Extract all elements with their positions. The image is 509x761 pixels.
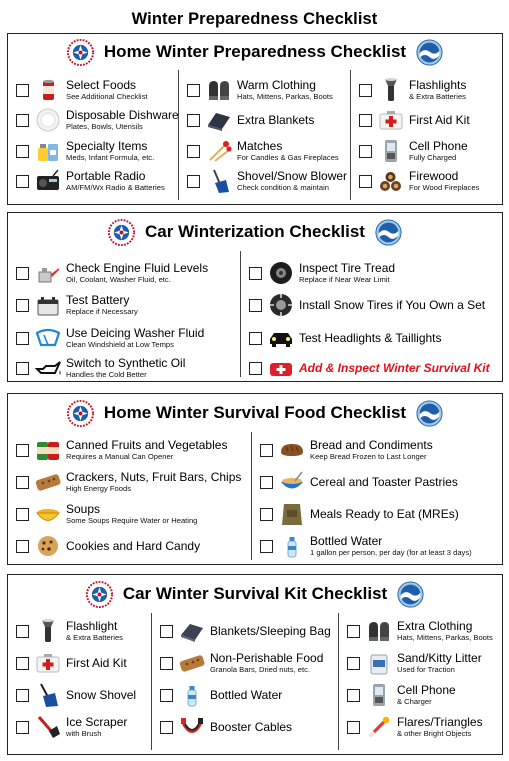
item-text xyxy=(397,716,483,738)
item-sublabel: Some Soups Require Water or Heating xyxy=(66,516,198,525)
item-text xyxy=(66,503,197,525)
item-text xyxy=(397,684,456,706)
checklist-item[interactable] xyxy=(347,713,483,741)
booster-cables-icon xyxy=(179,714,205,740)
checkbox[interactable] xyxy=(16,721,29,734)
item-sublabel: & Charger xyxy=(397,697,432,706)
noaa-logo-icon xyxy=(397,581,424,608)
section-columns xyxy=(8,70,502,200)
section-title: Home Winter Preparedness Checklist xyxy=(103,42,407,61)
checkbox[interactable] xyxy=(359,175,372,188)
noaa-logo-icon xyxy=(416,400,443,427)
checklist-item[interactable] xyxy=(187,167,347,195)
checkbox[interactable] xyxy=(16,657,29,670)
item-text xyxy=(237,140,339,162)
checkbox[interactable] xyxy=(260,444,273,457)
item-sublabel: & Extra Batteries xyxy=(66,633,123,642)
flashlight-icon xyxy=(378,77,404,103)
item-label: Bottled Water xyxy=(310,534,383,548)
checkbox[interactable] xyxy=(187,84,200,97)
item-label: Soups xyxy=(66,502,101,516)
checklist-item[interactable] xyxy=(160,649,323,677)
item-text xyxy=(66,140,154,162)
oil-can-icon xyxy=(35,260,61,286)
item-label: Select Foods xyxy=(66,78,137,92)
checklist-item[interactable] xyxy=(16,500,197,528)
food-can-icon xyxy=(35,77,61,103)
item-text xyxy=(66,109,179,131)
item-label: Booster Cables xyxy=(210,719,293,734)
checklist-item[interactable] xyxy=(249,324,442,352)
item-text xyxy=(66,689,136,702)
checkbox[interactable] xyxy=(260,540,273,553)
paper-plate-icon xyxy=(35,107,61,133)
checkbox[interactable] xyxy=(160,689,173,702)
item-label: Switch to Synthetic Oil xyxy=(66,356,186,370)
nws-seal-icon xyxy=(86,581,113,608)
checkbox[interactable] xyxy=(359,114,372,127)
checklist-section xyxy=(7,393,503,565)
item-label: Bread and Condiments xyxy=(310,438,433,452)
item-text xyxy=(409,79,466,101)
item-sublabel: See Additional Checklist xyxy=(66,92,148,101)
checklist-item[interactable] xyxy=(16,76,147,104)
item-label: Cell Phone xyxy=(397,683,456,697)
item-sublabel: Plates, Bowls, Utensils xyxy=(66,122,143,131)
checklist-item[interactable] xyxy=(16,291,138,319)
item-sublabel: Granola Bars, Dried nuts, etc. xyxy=(210,665,311,674)
checklist-item[interactable] xyxy=(16,436,227,464)
item-label: Shovel/Snow Blower xyxy=(237,169,348,183)
water-bottle-icon xyxy=(279,533,305,559)
checkbox[interactable] xyxy=(16,84,29,97)
item-label: Matches xyxy=(237,139,283,153)
checklist-column xyxy=(8,613,151,750)
checkbox[interactable] xyxy=(160,721,173,734)
item-sublabel: For Candles & Gas Fireplaces xyxy=(237,153,339,162)
checklist-item[interactable] xyxy=(16,324,204,352)
item-label: Sand/Kitty Litter xyxy=(397,651,482,665)
checkbox[interactable] xyxy=(16,508,29,521)
nws-seal-icon xyxy=(67,39,94,66)
item-text xyxy=(66,540,200,553)
checklist-column xyxy=(338,613,502,750)
item-text xyxy=(310,535,472,557)
item-sublabel: AM/FM/Wx Radio & Batteries xyxy=(66,183,165,192)
checklist-column xyxy=(350,70,502,200)
oil-warning-icon xyxy=(35,355,61,381)
item-label: Inspect Tire Tread xyxy=(299,261,396,275)
item-text xyxy=(66,327,204,349)
section-title: Home Winter Survival Food Checklist xyxy=(103,403,407,422)
item-text xyxy=(66,471,241,493)
checkbox[interactable] xyxy=(16,332,29,345)
checklist-item[interactable] xyxy=(347,681,456,709)
item-text xyxy=(310,439,433,461)
checkbox[interactable] xyxy=(16,689,29,702)
cell-phone-icon xyxy=(378,138,404,164)
item-label: Bottled Water xyxy=(210,687,283,702)
first-aid-kit-icon xyxy=(378,107,404,133)
noaa-logo-icon xyxy=(416,39,443,66)
checklist-item[interactable] xyxy=(187,76,333,104)
granola-bar-icon xyxy=(35,469,61,495)
checkbox[interactable] xyxy=(359,84,372,97)
checklist-item[interactable] xyxy=(16,106,179,134)
water-bottle-icon xyxy=(179,682,205,708)
item-sublabel: & Extra Batteries xyxy=(409,92,466,101)
checkbox[interactable] xyxy=(347,657,360,670)
checkbox[interactable] xyxy=(347,625,360,638)
item-sublabel: 1 gallon per person, per day (for at least 3 days) xyxy=(310,548,472,557)
item-sublabel: Replace if Necessary xyxy=(66,307,138,316)
item-label: Non-Perishable Food xyxy=(210,651,324,665)
item-text xyxy=(66,294,138,316)
item-text xyxy=(299,262,395,284)
item-label: Specialty Items xyxy=(66,139,148,153)
item-sublabel: Replace if Near Wear Limit xyxy=(299,275,390,284)
checkbox[interactable] xyxy=(187,175,200,188)
checkbox[interactable] xyxy=(16,540,29,553)
cookie-icon xyxy=(35,533,61,559)
cell-phone-icon xyxy=(366,682,392,708)
item-label: Portable Radio xyxy=(66,169,146,183)
item-sublabel: Used for Traction xyxy=(397,665,455,674)
checklist-item[interactable] xyxy=(359,106,470,134)
checklist-item[interactable] xyxy=(347,649,482,677)
windshield-icon xyxy=(35,325,61,351)
blanket-icon xyxy=(206,107,232,133)
item-label: Warm Clothing xyxy=(237,78,316,92)
item-sublabel: For Wood Fireplaces xyxy=(409,183,480,192)
item-label: Firewood xyxy=(409,169,459,183)
checkbox[interactable] xyxy=(16,267,29,280)
checklist-item[interactable] xyxy=(260,468,458,496)
item-sublabel: Meds, Infant Formula, etc. xyxy=(66,153,155,162)
item-sublabel: & other Bright Objects xyxy=(397,729,472,738)
mittens-icon xyxy=(206,77,232,103)
checkbox[interactable] xyxy=(16,444,29,457)
checklist-item[interactable] xyxy=(16,681,136,709)
item-text xyxy=(66,439,227,461)
checklist-item[interactable] xyxy=(160,617,331,645)
item-text xyxy=(299,299,485,312)
mittens-icon xyxy=(366,618,392,644)
car-battery-icon xyxy=(35,292,61,318)
snow-tire-icon xyxy=(268,292,294,318)
checklist-item[interactable] xyxy=(260,532,472,560)
checklist-item[interactable] xyxy=(16,532,200,560)
item-text xyxy=(66,357,185,379)
checklist-item[interactable] xyxy=(260,500,459,528)
item-text xyxy=(210,689,282,702)
checkbox[interactable] xyxy=(16,476,29,489)
checklist-column xyxy=(178,70,350,200)
noaa-logo-icon xyxy=(375,219,402,246)
checkbox[interactable] xyxy=(249,332,262,345)
checkbox[interactable] xyxy=(16,625,29,638)
checkbox[interactable] xyxy=(249,362,262,375)
checklist-section xyxy=(7,574,503,755)
item-text xyxy=(66,716,127,738)
checkbox[interactable] xyxy=(16,362,29,375)
item-text xyxy=(409,140,468,162)
item-text xyxy=(310,508,459,521)
firewood-icon xyxy=(378,168,404,194)
checkbox[interactable] xyxy=(347,721,360,734)
item-label: Extra Blankets xyxy=(237,112,315,127)
checkbox[interactable] xyxy=(260,508,273,521)
checkbox[interactable] xyxy=(249,267,262,280)
nws-seal-icon xyxy=(108,219,135,246)
item-sublabel: Keep Bread Frozen to Last Longer xyxy=(310,452,427,461)
checklist-item[interactable] xyxy=(16,167,165,195)
item-label: Install Snow Tires if You Own a Set xyxy=(299,297,486,312)
checklist-item[interactable] xyxy=(16,713,127,741)
item-text xyxy=(66,620,123,642)
item-text xyxy=(66,262,208,284)
section-title: Car Winter Survival Kit Checklist xyxy=(122,584,388,603)
checklist-section xyxy=(7,33,503,205)
canned-food-icon xyxy=(35,437,61,463)
item-label: Use Deicing Washer Fluid xyxy=(66,326,205,340)
checkbox[interactable] xyxy=(260,476,273,489)
item-sublabel: with Brush xyxy=(66,729,102,738)
checklist-item[interactable] xyxy=(16,354,185,382)
item-text xyxy=(210,721,292,734)
radio-icon xyxy=(35,168,61,194)
section-title: Car Winterization Checklist xyxy=(145,222,365,241)
checklist-column xyxy=(151,613,338,750)
shovel-icon xyxy=(206,168,232,194)
item-label: Test Battery xyxy=(66,293,130,307)
checkbox[interactable] xyxy=(16,114,29,127)
soup-bowl-icon xyxy=(35,501,61,527)
item-text xyxy=(299,332,442,345)
checkbox[interactable] xyxy=(347,689,360,702)
checklist-item[interactable] xyxy=(16,259,208,287)
item-label: Flares/Triangles xyxy=(397,715,483,729)
item-label: Extra Clothing xyxy=(397,619,473,633)
checklist-item[interactable] xyxy=(249,354,490,382)
checklist-column xyxy=(240,251,502,377)
item-label: Disposable Dishware xyxy=(66,108,179,122)
item-text xyxy=(66,79,147,101)
checkbox[interactable] xyxy=(249,299,262,312)
section-header xyxy=(8,575,502,613)
checklist-item[interactable] xyxy=(16,617,123,645)
checklist-item[interactable] xyxy=(359,137,468,165)
section-header xyxy=(8,394,502,432)
checklist-column xyxy=(8,70,178,200)
sleeping-bag-icon xyxy=(179,618,205,644)
item-sublabel: Hats, Mittens, Parkas, Boots xyxy=(237,92,333,101)
item-text xyxy=(409,170,479,192)
section-header xyxy=(8,213,502,251)
snow-shovel-icon xyxy=(35,682,61,708)
item-text xyxy=(299,362,490,375)
page-title: Winter Preparedness Checklist xyxy=(131,10,378,28)
item-label: Cereal and Toaster Pastries xyxy=(310,474,458,489)
item-sublabel: Oil, Coolant, Washer Fluid, etc. xyxy=(66,275,171,284)
survival-kit-icon xyxy=(268,355,294,381)
section-header xyxy=(8,34,502,70)
item-label: Test Headlights & Taillights xyxy=(299,330,442,345)
nws-seal-icon xyxy=(67,400,94,427)
checkbox[interactable] xyxy=(359,145,372,158)
road-flare-icon xyxy=(366,714,392,740)
checklist-column xyxy=(8,251,240,377)
item-sublabel: Requires a Manual Can Opener xyxy=(66,452,174,461)
checklist-item[interactable] xyxy=(260,436,433,464)
bread-icon xyxy=(279,437,305,463)
checklist-item[interactable] xyxy=(187,106,314,134)
checkbox[interactable] xyxy=(187,145,200,158)
granola-bar-icon xyxy=(179,650,205,676)
item-text xyxy=(237,79,333,101)
item-label: Crackers, Nuts, Fruit Bars, Chips xyxy=(66,470,242,484)
checklist-column xyxy=(8,432,251,560)
item-sublabel: Handles the Cold Better xyxy=(66,370,147,379)
car-lights-icon xyxy=(268,325,294,351)
ice-scraper-icon xyxy=(35,714,61,740)
item-label: Meals Ready to Eat (MREs) xyxy=(310,506,459,521)
medicine-icon xyxy=(35,138,61,164)
item-sublabel: Fully Charged xyxy=(409,153,457,162)
section-columns xyxy=(8,432,502,560)
item-text xyxy=(237,114,314,127)
item-label: First Aid Kit xyxy=(66,655,127,670)
item-label: Canned Fruits and Vegetables xyxy=(66,438,228,452)
item-sublabel: High Energy Foods xyxy=(66,484,132,493)
checklist-item[interactable] xyxy=(249,291,485,319)
item-text xyxy=(397,652,482,674)
item-sublabel: Clean Windshield at Low Temps xyxy=(66,340,174,349)
item-text xyxy=(310,476,458,489)
checklist-item[interactable] xyxy=(249,259,395,287)
item-label: Flashlight xyxy=(66,619,118,633)
section-columns xyxy=(8,613,502,750)
checklist-item[interactable] xyxy=(16,649,127,677)
item-text xyxy=(66,657,127,670)
checkbox[interactable] xyxy=(160,625,173,638)
item-label: Flashlights xyxy=(409,78,467,92)
checklist-item[interactable] xyxy=(187,137,339,165)
checklist-item[interactable] xyxy=(16,468,241,496)
item-text xyxy=(66,170,165,192)
flashlight-icon xyxy=(35,618,61,644)
item-label: Snow Shovel xyxy=(66,687,137,702)
item-text xyxy=(237,170,347,192)
checklist-column xyxy=(251,432,502,560)
checkbox[interactable] xyxy=(16,299,29,312)
item-label: Add & Inspect Winter Survival Kit xyxy=(299,360,490,375)
item-label: Cookies and Hard Candy xyxy=(66,538,201,553)
tire-icon xyxy=(268,260,294,286)
item-sublabel: Check condition & maintain xyxy=(237,183,330,192)
checkbox[interactable] xyxy=(16,145,29,158)
checklist-section xyxy=(7,212,503,382)
checkbox[interactable] xyxy=(16,175,29,188)
section-columns xyxy=(8,251,502,377)
item-label: First Aid Kit xyxy=(409,112,470,127)
checklist-item[interactable] xyxy=(347,617,493,645)
item-label: Cell Phone xyxy=(409,139,468,153)
checkbox[interactable] xyxy=(187,114,200,127)
checklist-item[interactable] xyxy=(359,167,479,195)
cereal-bowl-icon xyxy=(279,469,305,495)
item-sublabel: Hats, Mittens, Parkas, Boots xyxy=(397,633,493,642)
checklist-item[interactable] xyxy=(160,681,282,709)
checkbox[interactable] xyxy=(160,657,173,670)
item-label: Blankets/Sleeping Bag xyxy=(210,623,331,638)
mre-pouch-icon xyxy=(279,501,305,527)
matches-icon xyxy=(206,138,232,164)
first-aid-kit-icon xyxy=(35,650,61,676)
kitty-litter-icon xyxy=(366,650,392,676)
checklist-item[interactable] xyxy=(160,713,292,741)
item-text xyxy=(210,652,323,674)
item-label: Check Engine Fluid Levels xyxy=(66,261,209,275)
item-label: Ice Scraper xyxy=(66,715,128,729)
item-text xyxy=(210,625,331,638)
checklist-item[interactable] xyxy=(359,76,466,104)
item-text xyxy=(397,620,493,642)
checklist-item[interactable] xyxy=(16,137,154,165)
item-text xyxy=(409,114,470,127)
